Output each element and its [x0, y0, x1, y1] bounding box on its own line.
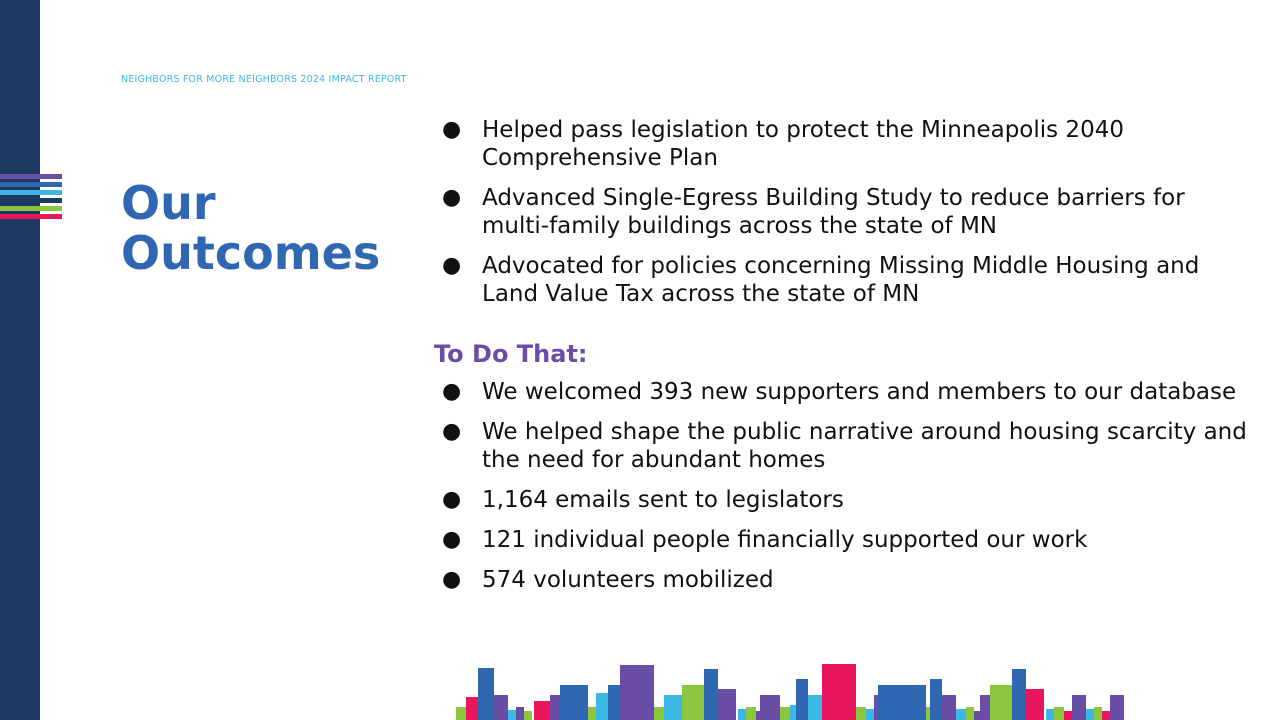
list-item	[434, 418, 1254, 474]
sidebar-bar	[0, 0, 40, 720]
list-item-text: We helped shape the public narrative around housing scarcity and the need for abundant homes	[482, 419, 1247, 473]
skyline-building	[560, 685, 588, 720]
skyline-building	[1064, 711, 1072, 720]
list-item-text: 574 volunteers mobilized	[482, 567, 774, 593]
content-area	[434, 116, 1254, 606]
skyline-building	[1054, 707, 1064, 720]
skyline-building	[516, 707, 524, 720]
skyline-building	[780, 707, 790, 720]
list-item	[434, 184, 1254, 240]
skyline-building	[966, 707, 974, 720]
city-skyline-illustration	[450, 655, 1140, 720]
skyline-building	[956, 709, 966, 720]
skyline-building	[1094, 707, 1102, 720]
skyline-building	[456, 707, 466, 720]
skyline-building	[478, 668, 494, 720]
stripe-light-blue	[0, 190, 62, 195]
report-eyebrow: NEIGHBORS FOR MORE NEIGHBORS 2024 IMPACT REPORT	[121, 74, 407, 85]
skyline-building	[796, 679, 808, 720]
outcomes-list	[434, 116, 1254, 308]
skyline-building	[866, 709, 874, 720]
list-item	[434, 566, 1254, 594]
skyline-building	[524, 711, 532, 720]
skyline-building	[1072, 695, 1086, 720]
skyline-building	[942, 695, 956, 720]
skyline-building	[550, 695, 560, 720]
bullet-icon: ●	[442, 117, 462, 142]
skyline-building	[1046, 709, 1054, 720]
skyline-building	[856, 707, 866, 720]
stripe-purple	[0, 174, 62, 179]
title-line-2: Outcomes	[121, 226, 381, 280]
actions-list	[434, 378, 1254, 594]
list-item-text: 1,164 emails sent to legislators	[482, 487, 844, 513]
bullet-icon: ●	[442, 419, 462, 444]
skyline-building	[930, 679, 942, 720]
bullet-icon: ●	[442, 185, 462, 210]
skyline-building	[822, 664, 856, 720]
skyline-building	[738, 709, 746, 720]
list-item	[434, 116, 1254, 172]
skyline-building	[654, 707, 664, 720]
skyline-building	[704, 669, 718, 720]
page-title	[121, 178, 380, 278]
list-item	[434, 486, 1254, 514]
list-item-text: Advocated for policies concerning Missing Middle Housing and Land Value Tax across the state of MN	[482, 253, 1200, 307]
list-item-text: Advanced Single-Egress Building Study to reduce barriers for multi-family buildings across the state of MN	[482, 185, 1185, 239]
bullet-icon: ●	[442, 567, 462, 592]
list-item-text: 121 individual people financially supported our work	[482, 527, 1088, 553]
bullet-icon: ●	[442, 487, 462, 512]
title-line-1: Our	[121, 176, 216, 230]
list-item	[434, 252, 1254, 308]
skyline-building	[1086, 709, 1094, 720]
bullet-icon: ●	[442, 379, 462, 404]
skyline-building	[760, 695, 780, 720]
skyline-building	[608, 685, 620, 720]
skyline-building	[746, 707, 756, 720]
skyline-building	[1026, 689, 1044, 720]
skyline-building	[588, 707, 596, 720]
skyline-building	[878, 685, 926, 720]
list-item	[434, 526, 1254, 554]
skyline-building	[466, 697, 478, 720]
stripe-green	[0, 206, 62, 211]
list-item-text: Helped pass legislation to protect the Minneapolis 2040 Comprehensive Plan	[482, 117, 1124, 171]
list-item	[434, 378, 1254, 406]
skyline-building	[1012, 669, 1026, 720]
skyline-building	[664, 695, 682, 720]
skyline-building	[718, 689, 736, 720]
bullet-icon: ●	[442, 253, 462, 278]
skyline-building	[620, 665, 654, 720]
list-item-text: We welcomed 393 new supporters and members to our database	[482, 379, 1237, 405]
skyline-building	[534, 701, 550, 720]
stripe-decoration	[0, 174, 62, 222]
skyline-building	[494, 695, 508, 720]
stripe-blue	[0, 182, 62, 187]
stripe-pink	[0, 214, 62, 219]
skyline-building	[508, 710, 516, 720]
section-subheading: To Do That:	[434, 340, 588, 368]
skyline-building	[596, 693, 608, 720]
bullet-icon: ●	[442, 527, 462, 552]
skyline-building	[1110, 695, 1124, 720]
skyline-building	[808, 695, 822, 720]
stripe-navy	[0, 198, 62, 203]
skyline-building	[1102, 711, 1110, 720]
